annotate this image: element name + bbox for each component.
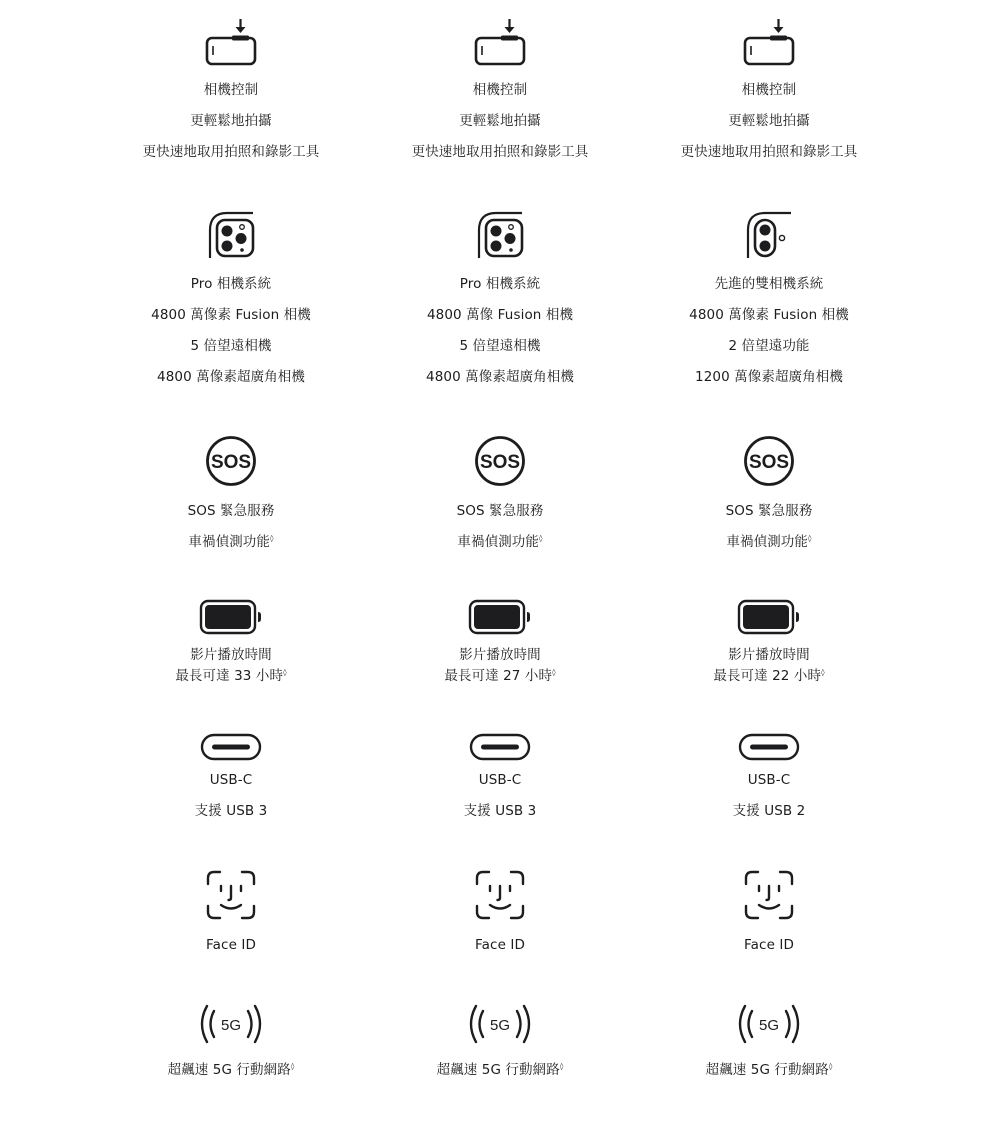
sos-title: SOS 緊急服務: [187, 503, 275, 519]
battery-icon: [199, 599, 263, 635]
camera-control-icon: [743, 18, 795, 68]
5g-badge-text: 5G: [220, 1017, 242, 1034]
camera-control-icon: [205, 18, 257, 68]
camera-system-line-2: 5 倍望遠相機: [459, 338, 541, 354]
sos-icon: [743, 435, 795, 487]
face-id-title: Face ID: [206, 937, 256, 953]
battery-line-1: 最長可達 33 小時◊: [175, 668, 287, 684]
5g-icon: [468, 1001, 532, 1047]
usb-title: USB‑C: [478, 772, 522, 788]
battery-title: 影片播放時間: [459, 647, 541, 663]
camera-system-title: Pro 相機系統: [190, 276, 272, 292]
network-title: 超飆速 5G 行動網路◊: [436, 1062, 564, 1078]
battery-icon: [737, 599, 801, 635]
5g-icon: [737, 1001, 801, 1047]
camera-control-line-1: 更輕鬆地拍攝: [190, 113, 272, 129]
triple-camera-icon: [207, 210, 255, 260]
network-title: 超飆速 5G 行動網路◊: [167, 1062, 295, 1078]
camera-system-line-1: 4800 萬像素 Fusion 相機: [151, 307, 311, 323]
face-id-icon: [205, 869, 257, 921]
camera-system-title: 先進的雙相機系統: [714, 276, 824, 292]
camera-system-line-3: 1200 萬像素超廣角相機: [695, 369, 843, 385]
sos-icon: [205, 435, 257, 487]
comparison-column-2: [350, 0, 650, 1147]
sos-badge-text: SOS: [479, 452, 521, 473]
sos-line-1: 車禍偵測功能◊: [726, 534, 812, 550]
usb-c-icon: [469, 733, 531, 761]
usb-c-icon: [738, 733, 800, 761]
camera-control-line-2: 更快速地取用拍照和錄影工具: [680, 144, 858, 160]
camera-control-line-1: 更輕鬆地拍攝: [728, 113, 810, 129]
camera-system-line-3: 4800 萬像素超廣角相機: [157, 369, 305, 385]
dual-camera-icon: [745, 210, 793, 260]
5g-badge-text: 5G: [758, 1017, 780, 1034]
camera-control-line-2: 更快速地取用拍照和錄影工具: [142, 144, 320, 160]
usb-line-1: 支援 USB 3: [194, 803, 268, 819]
5g-badge-text: 5G: [489, 1017, 511, 1034]
sos-title: SOS 緊急服務: [725, 503, 813, 519]
sos-icon: [474, 435, 526, 487]
battery-line-1: 最長可達 27 小時◊: [444, 668, 556, 684]
usb-line-1: 支援 USB 3: [463, 803, 537, 819]
usb-title: USB‑C: [209, 772, 253, 788]
comparison-column-3: [619, 0, 919, 1147]
camera-system-line-3: 4800 萬像素超廣角相機: [426, 369, 574, 385]
usb-line-1: 支援 USB 2: [732, 803, 806, 819]
face-id-icon: [474, 869, 526, 921]
battery-icon: [468, 599, 532, 635]
usb-title: USB‑C: [747, 772, 791, 788]
camera-system-title: Pro 相機系統: [459, 276, 541, 292]
camera-system-line-1: 4800 萬像 Fusion 相機: [426, 307, 574, 323]
sos-line-1: 車禍偵測功能◊: [457, 534, 543, 550]
face-id-icon: [743, 869, 795, 921]
camera-control-title: 相機控制: [472, 82, 528, 98]
camera-control-title: 相機控制: [741, 82, 797, 98]
camera-system-line-2: 2 倍望遠功能: [728, 338, 810, 354]
5g-icon: [199, 1001, 263, 1047]
triple-camera-icon: [476, 210, 524, 260]
battery-title: 影片播放時間: [728, 647, 810, 663]
battery-title: 影片播放時間: [190, 647, 272, 663]
face-id-title: Face ID: [475, 937, 525, 953]
camera-system-line-2: 5 倍望遠相機: [190, 338, 272, 354]
sos-badge-text: SOS: [748, 452, 790, 473]
sos-badge-text: SOS: [210, 452, 252, 473]
face-id-title: Face ID: [744, 937, 794, 953]
camera-control-title: 相機控制: [203, 82, 259, 98]
camera-control-line-1: 更輕鬆地拍攝: [459, 113, 541, 129]
camera-control-icon: [474, 18, 526, 68]
camera-system-line-1: 4800 萬像素 Fusion 相機: [689, 307, 849, 323]
sos-title: SOS 緊急服務: [456, 503, 544, 519]
battery-line-1: 最長可達 22 小時◊: [713, 668, 825, 684]
sos-line-1: 車禍偵測功能◊: [188, 534, 274, 550]
network-title: 超飆速 5G 行動網路◊: [705, 1062, 833, 1078]
camera-control-line-2: 更快速地取用拍照和錄影工具: [411, 144, 589, 160]
comparison-column-1: [81, 0, 381, 1147]
usb-c-icon: [200, 733, 262, 761]
